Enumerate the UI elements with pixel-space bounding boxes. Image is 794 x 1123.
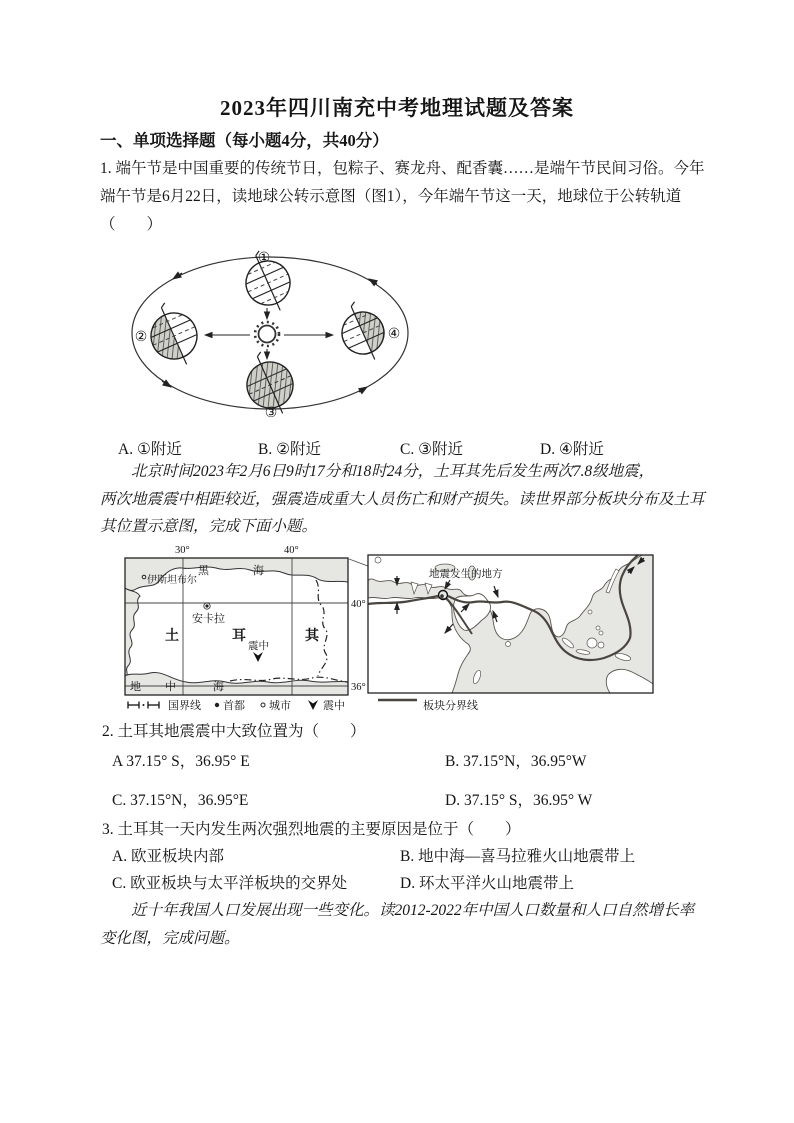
turkey-map (125, 545, 366, 695)
q2-option-d: D. 37.15° S，36.95° W (445, 792, 593, 809)
legend-border-label: 国界线 (168, 700, 201, 712)
lat-label-40: 40° (351, 599, 366, 610)
q2-option-c: C. 37.15°N，36.95°E (112, 792, 249, 809)
q1-option-b: B. ②附近 (258, 441, 321, 458)
orbit-label-2: ② (134, 330, 148, 345)
orbit-direction-arrow (173, 273, 182, 279)
question-1-line-3: （ ） (100, 216, 163, 233)
orbit-label-4: ④ (387, 327, 401, 342)
q1-option-d: D. ④附近 (540, 441, 604, 458)
legend-epicenter-label: 震中 (323, 700, 345, 712)
passage-population-line-2: 变化图，完成问题。 (100, 930, 240, 947)
page-title: 2023年四川南充中考地理试题及答案 (220, 96, 574, 120)
istanbul-label: 伊斯坦布尔 (147, 575, 197, 586)
country-label-tu: 土 (165, 629, 179, 644)
orbit-direction-arrow (162, 381, 171, 387)
q1-option-a: A. ①附近 (118, 441, 182, 458)
turkey-plate-map-figure (120, 540, 665, 715)
lon-label-30: 30° (175, 545, 190, 556)
orbit-direction-arrow (359, 387, 367, 392)
question-2-text: 2. 土耳其地震震中大致位置为（ ） (102, 723, 366, 740)
ankara-capital-marker (205, 604, 208, 607)
sun-icon (255, 322, 279, 346)
q3-option-b: B. 地中海—喜马拉雅火山地震带上 (400, 848, 636, 865)
city-symbol (261, 703, 265, 707)
world-plate-map (368, 555, 653, 693)
passage-population-line-1: 近十年我国人口发展出现一些变化。读2012-2022年中国人口数量和人口自然增长率 (131, 902, 695, 919)
orbit-label-3: ③ (264, 406, 278, 421)
epicenter-label: 震中 (248, 641, 269, 652)
mediterranean-label-2: 中 (165, 681, 176, 693)
legend-city-label: 城市 (269, 700, 291, 712)
earth-position-4 (331, 295, 394, 368)
black-sea-label-1: 黑 (198, 565, 209, 577)
lat-label-36: 36° (351, 682, 366, 693)
mediterranean-label-3: 海 (213, 681, 224, 693)
q3-option-d: D. 环太平洋火山地震带上 (400, 875, 574, 892)
orbit-direction-arrow (369, 279, 377, 284)
section-heading: 一、单项选择题（每小题4分，共40分） (100, 131, 389, 150)
passage-earthquake-line-1: 北京时间2023年2月6日9时17分和18时24分，土耳其先后发生两次7.8级地震， (131, 463, 655, 480)
epicenter-symbol (308, 700, 318, 710)
mediterranean-label-1: 地 (130, 681, 141, 693)
question-3-text: 3. 土耳其一天内发生两次强烈地震的主要原因是位于（ ） (102, 821, 521, 838)
ankara-label: 安卡拉 (192, 613, 225, 625)
black-sea-label-2: 海 (253, 565, 264, 577)
q1-option-c: C. ③附近 (400, 441, 463, 458)
country-label-qi: 其 (305, 629, 319, 644)
earth-position-2 (139, 296, 207, 374)
earthquake-callout-label: 地震发生的地方 (429, 569, 503, 580)
question-1-line-2: 端午节是6月22日，读地球公转示意图（图1），今年端午节这一天，地球位于公转轨道 (100, 188, 682, 205)
legend-plate-boundary-label: 板块分界线 (423, 700, 478, 712)
passage-earthquake-line-2: 两次地震震中相距较近，强震造成重大人员伤亡和财产损失。读世界部分板块分布及土耳 (100, 491, 705, 508)
map-legend (128, 698, 478, 712)
legend-capital-label: 首都 (223, 700, 245, 712)
q2-option-b: B. 37.15°N，36.95°W (445, 753, 587, 770)
country-label-er: 耳 (232, 629, 246, 644)
q3-option-a: A. 欧亚板块内部 (112, 848, 224, 865)
earth-revolution-diagram (125, 235, 445, 435)
orbit-label-1: ① (257, 251, 271, 266)
q3-option-c: C. 欧亚板块与太平洋板块的交界处 (112, 875, 348, 892)
capital-symbol (215, 703, 219, 707)
q2-option-a: A 37.15° S，36.95° E (112, 753, 250, 770)
question-1-line-1: 1. 端午节是中国重要的传统节日，包粽子、赛龙舟、配香囊……是端午节民间习俗。今年 (100, 160, 705, 177)
lon-label-40: 40° (284, 545, 299, 556)
passage-earthquake-line-3: 其位置示意图，完成下面小题。 (100, 518, 318, 535)
